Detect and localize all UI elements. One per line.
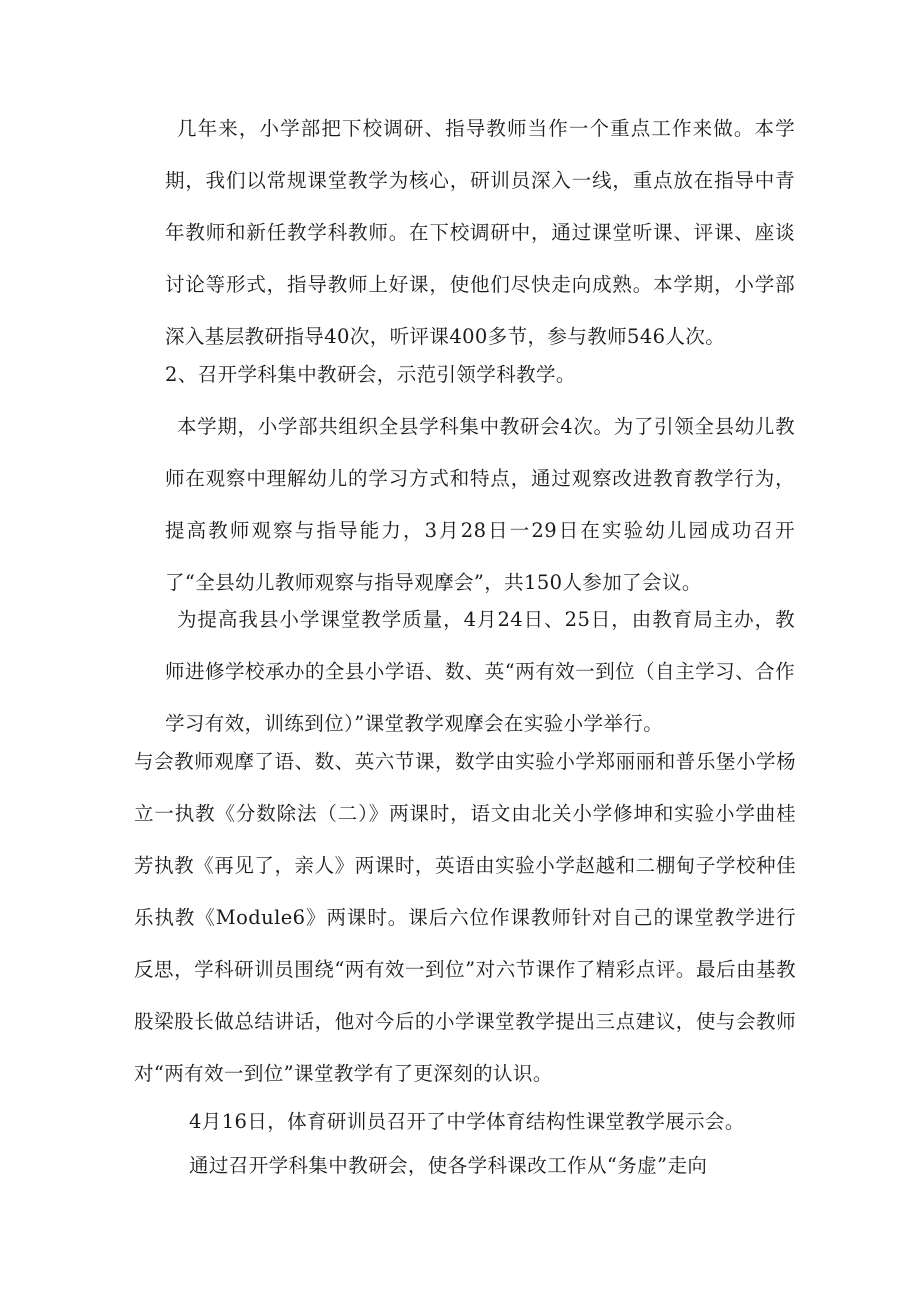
paragraph-conclusion: 通过召开学科集中教研会，使各学科课改工作从“务虚”走向 [189,1154,708,1177]
paragraph-pe-showcase: 4月16日，体育研训员召开了中学体育结构性课堂教学展示会。 [189,1110,745,1133]
paragraph-demo-lessons: 与会教师观摩了语、数、英六节课，数学由实验小学郑丽丽和普乐堡小学杨立一执教《分数除法（二）》两课时，语文由北关小学修坤和实验小学曲桂芳执教《再见了，亲人》两课时，英语由实验小学赵越和二棚甸子学校种佳乐执教《Module6》两课时。课后六位作课教师针对自己的课堂教学进行反思，学科研训员围绕“两有效一到位”对六节课作了精彩点评。最后由基教股梁股长做总结讲话，他对今后的小学课堂教学提出三点建议，使与会教师对“两有效一到位”课堂教学有了更深刻的认识。 [134,750,796,1085]
paragraph-research-guidance: 几年来，小学部把下校调研、指导教师当作一个重点工作来做。本学期，我们以常规课堂教学为核心，研训员深入一线，重点放在指导中青年教师和新任教学科教师。在下校调研中，通过课堂听课、评课、座谈讨论等形式，指导教师上好课，使他们尽快走向成熟。本学期，小学部深入基层教研指导40次，听评课400多节，参与教师546人次。 [165,117,795,348]
paragraph-kindergarten-meeting: 本学期，小学部共组织全县学科集中教研会4次。为了引领全县幼儿教师在观察中理解幼儿的学习方式和特点，通过观察改进教育教学行为，提高教师观察与指导能力，3月28日一29日在实验幼儿园成功召开了“全县幼儿教师观察与指导观摩会”，共150人参加了会议。 [165,415,795,594]
paragraph-primary-observation: 为提高我县小学课堂教学质量，4月24日、25日，由教育局主办，教师进修学校承办的全县小学语、数、英“两有效一到位（自主学习、合作学习有效，训练到位）”课堂教学观摩会在实验小学举行。 [165,608,795,735]
section-heading-2: 2、召开学科集中教研会，示范引领学科教学。 [165,363,576,386]
